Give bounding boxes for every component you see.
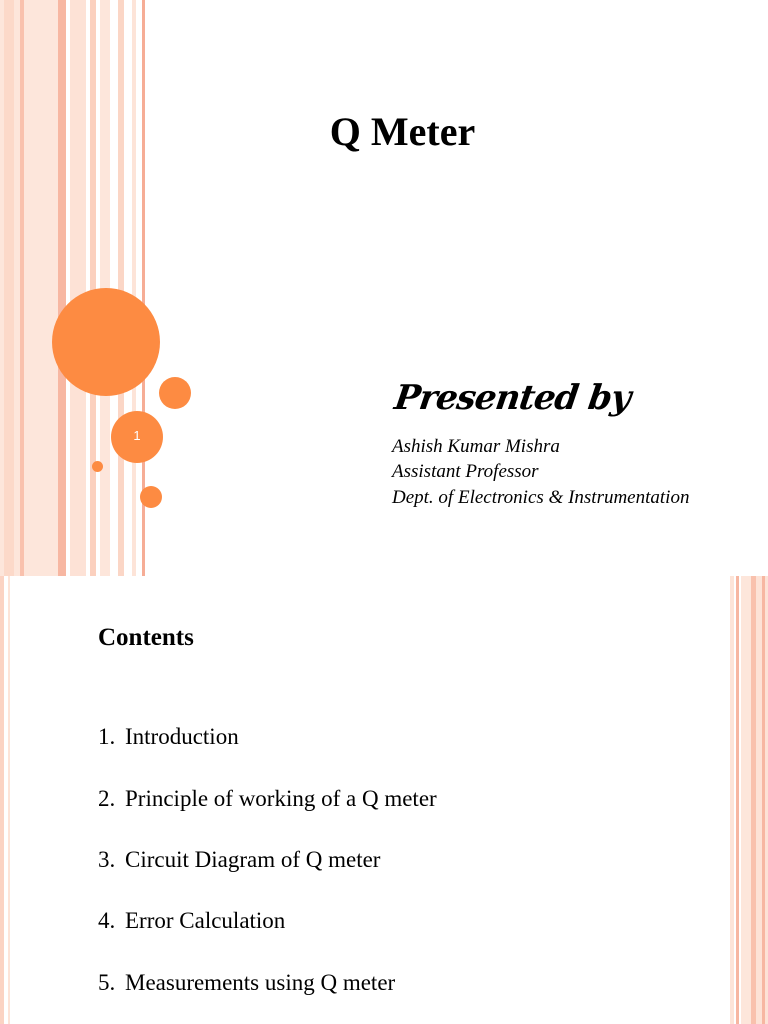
stripe-decoration: [132, 0, 136, 576]
stripe-decoration: [4, 0, 14, 576]
toc-item: [98, 724, 239, 750]
decorative-circle: [159, 377, 191, 409]
toc-item-number: 5.: [98, 970, 116, 995]
toc-item: [98, 847, 380, 873]
toc-item-text: Introduction: [125, 724, 239, 749]
stripe-decoration: [762, 576, 765, 1024]
stripe-decoration: [20, 0, 24, 576]
decorative-circle-large: [52, 288, 160, 396]
toc-item-text: Error Calculation: [125, 908, 286, 933]
toc-item-number: 4.: [98, 908, 116, 933]
toc-item: [98, 970, 395, 996]
toc-item: [98, 786, 437, 812]
stripe-decoration: [730, 576, 734, 1024]
toc-item-text: Measurements using Q meter: [125, 970, 396, 995]
stripe-decoration: [0, 576, 4, 1024]
stripe-decoration: [70, 0, 86, 576]
stripe-decoration: [8, 576, 10, 1024]
decorative-circle-small: [92, 461, 103, 472]
toc-item-text: Principle of working of a Q meter: [125, 786, 437, 811]
stripe-decoration: [736, 576, 739, 1024]
slide-number: 1: [133, 428, 141, 443]
slide-title: Q Meter: [329, 109, 476, 154]
toc-item-number: 2.: [98, 786, 116, 811]
stripe-decoration: [741, 576, 751, 1024]
presented-by-heading: Presented by: [392, 378, 633, 418]
author-department: Dept. of Electronics & Instrumentation: [392, 487, 690, 508]
contents-heading: Contents: [98, 624, 194, 651]
toc-item-number: 3.: [98, 847, 116, 872]
stripe-decoration: [58, 0, 66, 576]
author-designation: Assistant Professor: [392, 461, 539, 482]
toc-item-text: Circuit Diagram of Q meter: [125, 847, 381, 872]
toc-item: [98, 908, 285, 934]
author-name: Ashish Kumar Mishra: [392, 436, 560, 457]
toc-item-number: 1.: [98, 724, 116, 749]
decorative-circle: [140, 486, 162, 508]
stripe-decoration: [118, 0, 124, 576]
